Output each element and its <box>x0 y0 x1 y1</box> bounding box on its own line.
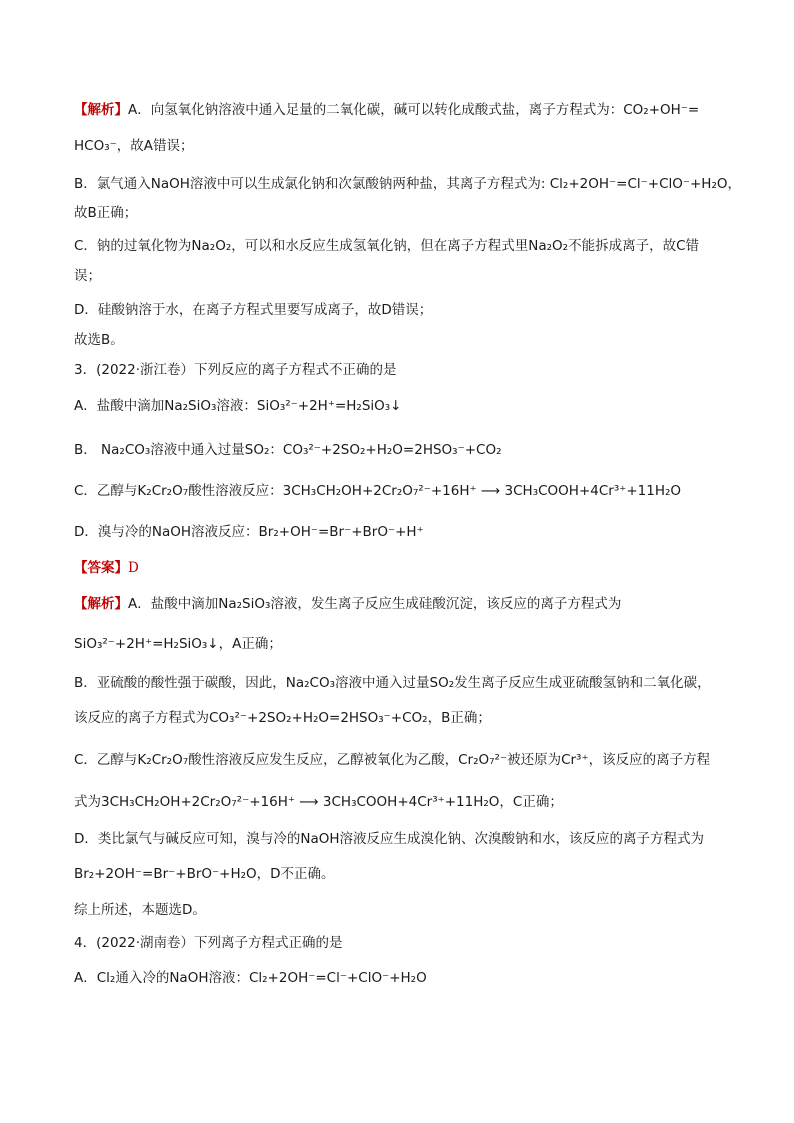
analysis-line-12 <box>74 708 724 728</box>
option-d <box>74 522 724 542</box>
analysis-line-11 <box>74 673 724 693</box>
answer-value: D <box>128 560 139 576</box>
line-text: A．盐酸中滴加Na₂SiO₃溶液，发生离子反应生成硅酸沉淀，该反应的离子方程式为 <box>128 596 622 612</box>
line-text: HCO₃⁻，故A错误； <box>74 138 194 154</box>
line-text: Br₂+2OH⁻=Br⁻+BrO⁻+H₂O，D不正确。 <box>74 866 335 882</box>
analysis-line-2 <box>74 136 724 156</box>
answer-line <box>74 558 724 578</box>
analysis-tag: 【解析】 <box>74 596 128 612</box>
line-text: 3．(2022·浙江卷）下列反应的离子方程式不正确的是 <box>74 362 397 378</box>
analysis-line-5 <box>74 236 724 256</box>
analysis-line-15 <box>74 829 724 849</box>
line-text: A．盐酸中滴加Na₂SiO₃溶液：SiO₃²⁻+2H⁺=H₂SiO₃↓ <box>74 398 402 414</box>
line-text: D．类比氯气与碱反应可知，溴与冷的NaOH溶液反应生成溴化钠、次溴酸钠和水，该反应的离子方程式为 <box>74 831 705 847</box>
line-text: 故B正确； <box>74 205 138 221</box>
line-text: 故选B。 <box>74 332 124 348</box>
line-text: SiO₃²⁻+2H⁺=H₂SiO₃↓，A正确； <box>74 636 282 652</box>
line-text: 误； <box>74 268 101 284</box>
line-text: D．硅酸钠溶于水，在离子方程式里要写成离子，故D错误； <box>74 302 433 318</box>
analysis-line-6 <box>74 266 724 286</box>
line-text: 综上所述，本题选D。 <box>74 902 206 918</box>
line-text: B．氯气通入NaOH溶液中可以生成氯化钠和次氯酸钠两种盐，其离子方程式为: Cl₂+2OH⁻=Cl⁻+ClO⁻+H₂O， <box>74 176 741 192</box>
line-text: B．亚硫酸的酸性强于碳酸，因此，Na₂CO₃溶液中通入过量SO₂发生离子反应生成亚硫酸氢钠和二氧化碳， <box>74 675 711 691</box>
line-text: 式为3CH₃CH₂OH+2Cr₂O₇²⁻+16H⁺ ⟶ 3CH₃COOH+4Cr³⁺+11H₂O，C正确； <box>74 794 563 810</box>
analysis-line-10 <box>74 634 724 654</box>
line-text: 该反应的离子方程式为CO₃²⁻+2SO₂+H₂O=2HSO₃⁻+CO₂，B正确； <box>74 710 491 726</box>
line-text: B． Na₂CO₃溶液中通入过量SO₂：CO₃²⁻+2SO₂+H₂O=2HSO₃⁻+CO₂ <box>74 442 502 458</box>
q4-option-a <box>74 968 724 988</box>
line-text: C．乙醇与K₂Cr₂O₇酸性溶液反应发生反应，乙醇被氧化为乙酸，Cr₂O₇²⁻被还原为Cr³⁺，该反应的离子方程 <box>74 752 711 768</box>
analysis-line-16 <box>74 864 724 884</box>
option-b <box>74 440 724 460</box>
analysis-line-8 <box>74 330 724 350</box>
analysis-line-4 <box>74 203 724 223</box>
analysis-line-9 <box>74 594 724 614</box>
line-text: A．Cl₂通入冷的NaOH溶液：Cl₂+2OH⁻=Cl⁻+ClO⁻+H₂O <box>74 970 427 986</box>
answer-tag: 【答案】 <box>74 560 128 576</box>
question-4-stem <box>74 933 724 953</box>
analysis-line-13 <box>74 750 724 770</box>
question-3-stem <box>74 360 724 380</box>
analysis-tag: 【解析】 <box>74 102 128 118</box>
analysis-line-17 <box>74 900 724 920</box>
analysis-line-7 <box>74 300 724 320</box>
line-text: A．向氢氧化钠溶液中通入足量的二氧化碳，碱可以转化成酸式盐，离子方程式为：CO₂+OH⁻= <box>128 102 700 118</box>
analysis-line-1 <box>74 100 724 120</box>
analysis-line-3 <box>74 174 741 194</box>
line-text: 4．(2022·湖南卷）下列离子方程式正确的是 <box>74 935 343 951</box>
analysis-line-14 <box>74 792 724 812</box>
line-text: D．溴与冷的NaOH溶液反应：Br₂+OH⁻=Br⁻+BrO⁻+H⁺ <box>74 524 424 540</box>
option-a <box>74 396 724 416</box>
line-text: C．钠的过氧化物为Na₂O₂，可以和水反应生成氢氧化钠，但在离子方程式里Na₂O₂不能拆成离子，故C错 <box>74 238 699 254</box>
line-text: C．乙醇与K₂Cr₂O₇酸性溶液反应：3CH₃CH₂OH+2Cr₂O₇²⁻+16H⁺ ⟶ 3CH₃COOH+4Cr³⁺+11H₂O <box>74 483 682 499</box>
option-c <box>74 481 724 501</box>
